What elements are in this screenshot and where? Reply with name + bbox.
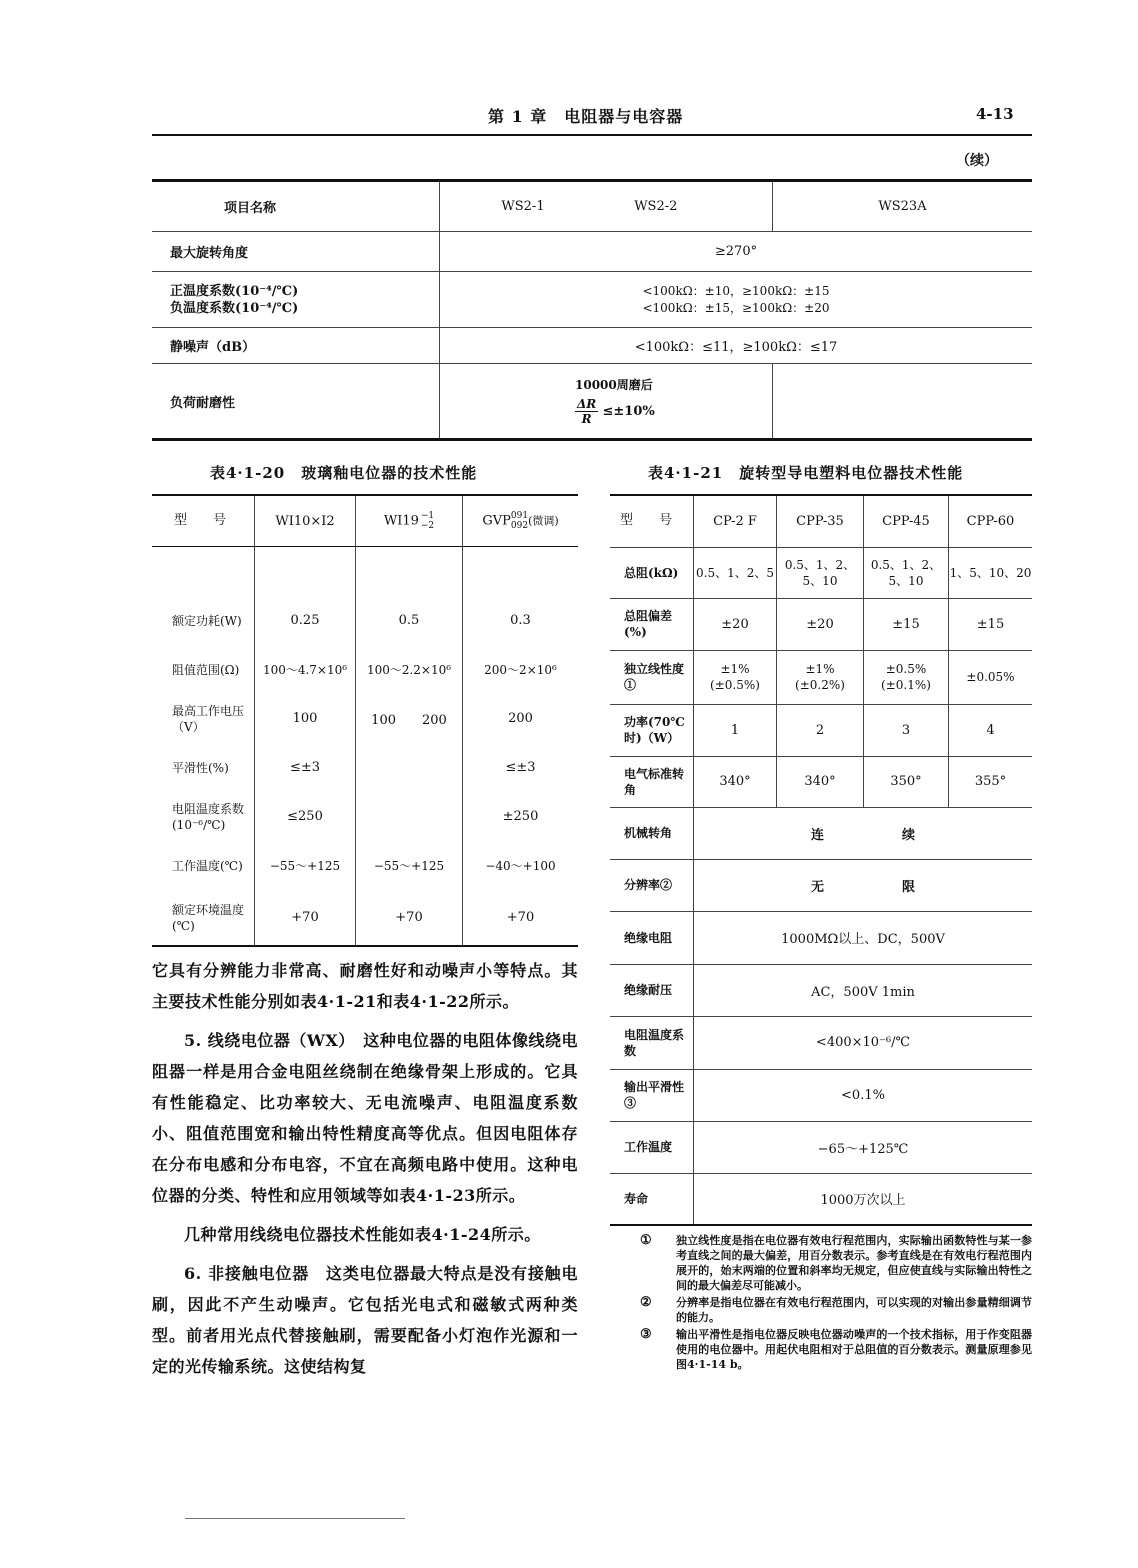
left-cell: −55～+125 [356,841,463,890]
right-head-cpp60: CPP-60 [949,495,1033,547]
right-span-cell: AC，500V 1min [694,964,1033,1016]
left-cell: −40～+100 [485,859,556,873]
right-span-cell: 1000MΩ以上、DC，500V [694,911,1033,964]
left-row-label: 工作温度(℃) [152,841,255,890]
left-head-wi19-sub: −2 [420,521,435,531]
right-cell: ±20 [694,598,777,650]
right-cell: 1、5、10、20 [949,547,1033,598]
left-head-wi19-text: WI19 [383,513,419,529]
bottom-rule [185,1518,405,1519]
right-cell: ±20 [777,598,864,650]
paragraph: 6. 非接触电位器 这类电位器最大特点是没有接触电刷，因此不产生动噪声。它包括光电式和磁敏式两种类型。前者用光点代替接触刷，需要配备小灯泡作光源和一定的光传输系统。这使结构复 [152,1264,578,1376]
right-cell: 2 [777,704,864,756]
body-text [152,955,578,1382]
right-cell: 4 [949,704,1033,756]
left-head-wi19 [356,495,463,547]
right-row-label: 工作温度 [610,1121,694,1173]
left-cell [356,792,463,841]
col-header-item: 项目名称 [152,181,440,232]
chapter-title: 第 1 章 电阻器与电容器 [488,107,684,126]
right-cell: 350° [864,756,949,807]
left-head-gvp [463,495,579,547]
left-cell: ±250 [502,809,539,824]
footnote-text: 独立线性度是指在电位器有效电行程范围内，实际输出函数特性与某一参考直线之间的最大偏差，用百分数表示。参考直线是在有效电行程范围内展开的，始末两端的位置和斜率均无规定，但应使直线与实际输出特性之间的最大偏差尽可能减小。 [676,1234,1032,1292]
footnote [640,1295,1032,1325]
load-fraction-den: R [581,412,592,426]
footnote-mark: ③ [640,1327,652,1342]
left-cell: 200 [508,711,533,726]
right-head-cp2f: CP-2 F [694,495,777,547]
left-cell: −55～+125 [255,841,356,890]
left-row-label: 阻值范围(Ω) [152,645,255,694]
glass-glaze-pot-table [152,494,578,947]
left-cell: 0.5 [356,596,463,645]
left-row-label: 最高工作电压（V） [152,694,255,743]
load-formula [575,397,772,426]
left-head-gvp-variant [511,511,528,531]
right-row-label: 功率(70℃时)（W） [610,704,694,756]
row-value-temp [440,272,1033,328]
left-table-title: 表4·1-20 玻璃釉电位器的技术性能 [210,464,478,482]
right-cell: ±1% (±0.2%) [777,650,864,704]
left-row-label: 电阻温度系数 (10⁻⁶/℃) [152,792,255,841]
right-head-model: 型 号 [610,495,694,547]
right-cell: 3 [864,704,949,756]
footnote [640,1327,1032,1372]
left-cell: 100～2.2×10⁶ [356,645,463,694]
paragraph: 它具有分辨能力非常高、耐磨性好和动噪声小等特点。其主要技术性能分别如表4·1-21和表4·1-22所示。 [152,961,578,1011]
left-cell: 100 200 [356,694,463,743]
left-cell: 100～4.7×10⁶ [255,645,356,694]
left-cell: 0.25 [255,596,356,645]
right-span-cell: −65～+125℃ [694,1121,1033,1173]
left-cell: 0.3 [510,613,531,628]
right-row-label: 绝缘电阻 [610,911,694,964]
left-head-gvp-note: (微调) [528,514,559,528]
right-cell: 0.5、1、2、5、10 [777,547,864,598]
right-cell: 340° [694,756,777,807]
right-cell: 0.5、1、2、5、10 [864,547,949,598]
row-value-temp-neg: <100kΩ：±15，≥100kΩ：±20 [642,300,830,315]
left-head-model: 型 号 [152,495,255,547]
col-header-ws2 [440,181,773,232]
right-cell: 0.5、1、2、5 [694,547,777,598]
footnote-text: 分辨率是指电位器在有效电行程范围内，可以实现的对输出参量精细调节的能力。 [676,1296,1032,1324]
right-span-cell: <400×10⁻⁶/℃ [694,1016,1033,1069]
left-cell: ≤±3 [505,760,536,775]
col-header-ws23a: WS23A [773,181,1033,232]
paragraph: 5. 线绕电位器（WX） 这种电位器的电阻体像线绕电阻器一样是用合金电阻丝绕制在绝缘骨架上形成的。它具有性能稳定、比功率较大、无电流噪声、电阻温度系数小、阻值范围宽和输出特性精度高等优点。但因电阻体存在分布电感和分布电容，不宜在高频电路中使用。这种电位器的分类、特性和应用领域等如表4·1-23所示。 [152,1031,578,1205]
left-head-wi19-variant [421,511,434,531]
left-row-label: 额定功耗(W) [152,596,255,645]
right-row-label: 电阻温度系数 [610,1016,694,1069]
load-tail: ≤±10% [602,404,655,419]
col-header-ws2-2: WS2-2 [634,199,678,214]
right-row-label: 总阻(kΩ) [610,547,694,598]
left-spacer-label [152,547,255,597]
row-value-noise: <100kΩ：≤11，≥100kΩ：≤17 [440,328,1033,364]
left-head-wi19-sup: −1 [420,511,435,521]
left-spacer [463,547,579,597]
continued-label: （续） [956,153,998,169]
right-cell: ±0.05% [949,650,1033,704]
footnotes [640,1233,1032,1372]
footnote-text: 输出平滑性是指电位器反映电位器动噪声的一个技术指标，用于作变阻器使用的电位器中。用起伏电阻相对于总阻值的百分数表示。测量原理参见图4·1-14 b。 [676,1328,1032,1371]
right-row-label: 分辨率② [610,859,694,911]
left-cell: +70 [255,890,356,946]
ws-spec-table [152,179,1032,441]
left-spacer [356,547,463,597]
right-span-cell: 无 限 [694,859,1033,911]
right-row-label: 输出平滑性③ [610,1069,694,1121]
right-row-label: 电气标准转角 [610,756,694,807]
header-rule [152,134,1032,136]
row-label-angle: 最大旋转角度 [152,232,440,272]
load-fraction [575,397,598,426]
row-value-load [440,364,773,440]
right-cell: 355° [949,756,1033,807]
left-head-gvp-sub: 092 [510,521,529,531]
right-cell: ±15 [864,598,949,650]
right-span-cell: 1000万次以上 [694,1173,1033,1225]
left-row-label: 平滑性(%) [152,743,255,792]
left-cell: ≤±3 [255,743,356,792]
left-head-wi10: WI10×I2 [255,495,356,547]
left-cell: ≤250 [255,792,356,841]
right-table-title: 表4·1-21 旋转型导电塑料电位器技术性能 [648,464,964,482]
row-value-load-ws23a [773,364,1033,440]
left-row-label: 额定环境温度(℃) [152,890,255,946]
left-spacer [255,547,356,597]
footnote-mark: ② [640,1295,652,1310]
page-number: 4-13 [976,105,1014,123]
load-line1: 10000周磨后 [575,378,653,392]
right-row-label: 总阻偏差(%) [610,598,694,650]
right-cell: 1 [694,704,777,756]
right-span-cell: 连 续 [694,807,1033,859]
left-cell: 100 [255,694,356,743]
row-label-load: 负荷耐磨性 [152,364,440,440]
right-row-label: 寿命 [610,1173,694,1225]
paragraph: 几种常用线绕电位器技术性能如表4·1-24所示。 [184,1225,541,1244]
left-cell: +70 [356,890,463,946]
footnote-mark: ① [640,1233,652,1248]
footnote [640,1233,1032,1293]
right-row-label: 机械转角 [610,807,694,859]
right-head-cpp45: CPP-45 [864,495,949,547]
left-head-gvp-sup: 091 [510,511,529,521]
right-cell: ±0.5% (±0.1%) [864,650,949,704]
row-label-temp [152,272,440,328]
load-fraction-num: ΔR [577,397,597,411]
right-row-label: 独立线性度① [610,650,694,704]
right-span-cell: <0.1% [694,1069,1033,1121]
left-cell: 200～2×10⁶ [484,663,557,677]
row-value-angle: ≥270° [440,232,1033,272]
row-label-temp-pos: 正温度系数(10⁻⁴/℃) [170,283,299,299]
right-cell: 340° [777,756,864,807]
left-cell: +70 [506,910,535,925]
left-head-gvp-text: GVP [482,513,511,529]
conductive-plastic-pot-table [610,494,1032,1226]
row-label-temp-neg: 负温度系数(10⁻⁴/℃) [170,300,299,316]
right-cell: ±15 [949,598,1033,650]
row-label-noise: 静噪声（dB） [152,328,440,364]
right-row-label: 绝缘耐压 [610,964,694,1016]
right-cell: ±1% (±0.5%) [694,650,777,704]
col-header-ws2-1: WS2-1 [501,199,545,214]
left-cell [356,743,463,792]
right-head-cpp35: CPP-35 [777,495,864,547]
row-value-temp-pos: <100kΩ：±10，≥100kΩ：±15 [642,283,830,298]
